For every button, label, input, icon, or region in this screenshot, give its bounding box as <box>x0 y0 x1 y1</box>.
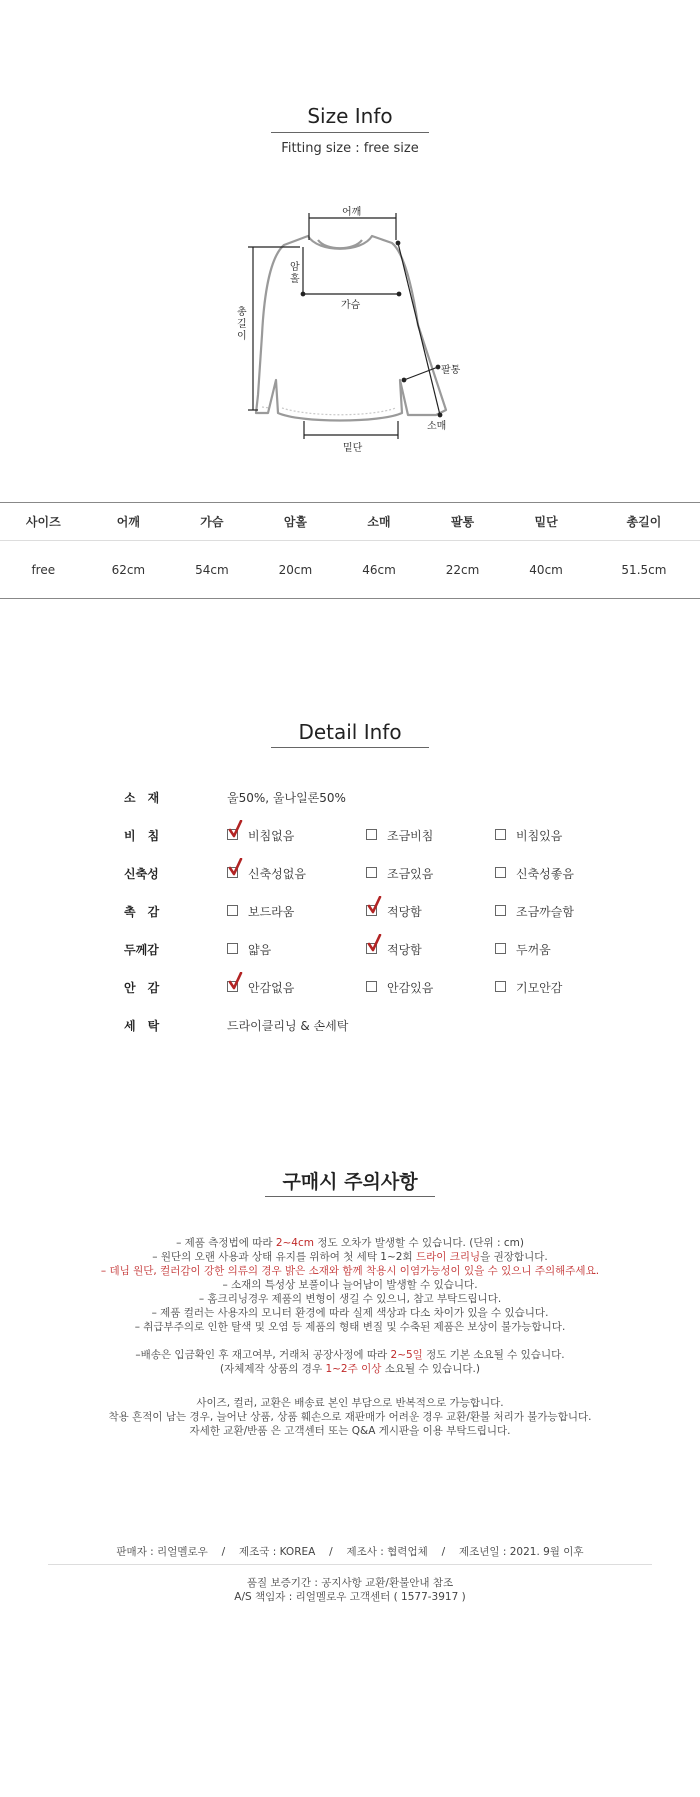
notice-line: 사이즈, 컬러, 교환은 배송료 본인 부담으로 반복적으로 가능합니다. <box>196 1397 504 1409</box>
detail-info-underline <box>271 747 429 748</box>
size-cell: 40cm <box>504 541 588 599</box>
detail-row-lining: 안 감 안감없음 안감있음 기모안감 <box>0 976 700 1000</box>
footer-seller-info: 판매자 : 리얼멜로우 / 제조국 : KOREA / 제조사 : 협력업체 / 제조년일 : 2021. 9월 이후 <box>116 1546 584 1558</box>
size-cell: 51.5cm <box>588 541 700 599</box>
detail-row-texture: 촉 감 보드라움 적당함 조금까슬함 <box>0 900 700 924</box>
footer-warranty: 품질 보증기간 : 공지사항 교환/환불안내 참조 <box>246 1577 454 1589</box>
size-header-shoulder: 어깨 <box>87 503 171 541</box>
detail-label: 소 재 <box>124 791 160 805</box>
check-mark-icon <box>367 934 383 954</box>
detail-row-material <box>0 786 700 810</box>
checkbox-icon <box>495 981 506 992</box>
checkbox-icon <box>366 981 377 992</box>
checkbox-icon <box>495 867 506 878</box>
garment-size-diagram <box>0 195 700 460</box>
size-table <box>0 502 700 599</box>
notice-line: – 취급부주의로 인한 탈색 및 오염 등 제품의 형태 변질 및 수축된 제품은 보상이 불가능합니다. <box>134 1321 566 1333</box>
size-cell: 54cm <box>170 541 254 599</box>
size-table-header-row <box>0 503 700 541</box>
detail-label: 촉 감 <box>124 905 160 919</box>
detail-label: 신축성 <box>124 867 159 881</box>
notice-line: –배송은 입금확인 후 재고여부, 거래처 공장사정에 따라 2~5일 정도 기본 소요될 수 있습니다. <box>135 1349 565 1361</box>
notice-line: – 데님 원단, 컬러감이 강한 의류의 경우 밝은 소재와 함께 착용시 이염가능성이 있을 수 있으니 주의해주세요. <box>100 1265 600 1277</box>
checkbox-icon <box>366 867 377 878</box>
detail-row-stretch: 신축성 신축성없음 조금있음 신축성좋음 <box>0 862 700 886</box>
size-header-size: 사이즈 <box>0 503 87 541</box>
detail-label: 비 침 <box>124 829 160 843</box>
size-info-title: Size Info <box>307 104 393 128</box>
notice-line: – 원단의 오랜 사용과 상태 유지를 위하여 첫 세탁 1~2회 드라이 크리닝을 권장합니다. <box>152 1251 548 1263</box>
detail-row-thickness: 두께감 얇음 적당함 두꺼움 <box>0 938 700 962</box>
check-mark-icon <box>367 896 383 916</box>
checkbox-icon <box>495 829 506 840</box>
size-header-arm-width: 팔통 <box>421 503 505 541</box>
detail-row-sheerness: 비 침 비침없음 조금비침 비침있음 <box>0 824 700 848</box>
detail-value: 울50%, 울나일론50% <box>227 791 346 805</box>
diagram-label-total-length: 총길이 <box>237 307 247 342</box>
diagram-label-armhole: 암홀 <box>290 262 300 285</box>
size-info-underline <box>271 132 429 133</box>
check-mark-icon <box>228 820 244 840</box>
diagram-label-chest: 가슴 <box>341 300 361 311</box>
fitting-size-text: Fitting size : free size <box>281 141 419 156</box>
table-row <box>0 541 700 599</box>
notice-line: 착용 흔적이 남는 경우, 늘어난 상품, 상품 훼손으로 재판매가 어려운 경우 교환/환불 처리가 불가능합니다. <box>108 1411 592 1423</box>
notice-line: – 제품 컬러는 사용자의 모니터 환경에 따라 실제 색상과 다소 차이가 있을 수 있습니다. <box>151 1307 549 1319</box>
footer-divider <box>48 1564 652 1565</box>
detail-label: 안 감 <box>124 981 160 995</box>
size-cell: free <box>0 541 87 599</box>
size-cell: 46cm <box>337 541 421 599</box>
checkbox-icon <box>495 905 506 916</box>
check-mark-icon <box>228 858 244 878</box>
checkbox-icon <box>227 943 238 954</box>
detail-info-title: Detail Info <box>298 720 402 744</box>
size-header-chest: 가슴 <box>170 503 254 541</box>
checkbox-icon <box>366 829 377 840</box>
detail-row-washing <box>0 1014 700 1038</box>
diagram-label-shoulder: 어깨 <box>342 207 362 218</box>
diagram-label-arm-width: 팔통 <box>441 365 461 376</box>
checkbox-icon <box>495 943 506 954</box>
check-mark-icon <box>228 972 244 992</box>
size-header-hem: 밑단 <box>504 503 588 541</box>
notice-line: – 제품 측정법에 따라 2~4cm 정도 오차가 발생할 수 있습니다. (단위 : cm) <box>176 1237 524 1249</box>
notice-underline <box>265 1196 435 1197</box>
detail-value: 드라이클리닝 & 손세탁 <box>227 1019 349 1033</box>
notice-line: (자체제작 상품의 경우 1~2주 이상 소요될 수 있습니다.) <box>220 1363 480 1375</box>
size-cell: 20cm <box>254 541 338 599</box>
notice-line: – 홈크리닝경우 제품의 변형이 생길 수 있으니, 참고 부탁드립니다. <box>198 1293 502 1305</box>
detail-label: 두께감 <box>124 943 159 957</box>
footer-as-contact: A/S 책임자 : 리얼멜로우 고객센터 ( 1577-3917 ) <box>234 1591 466 1603</box>
size-header-armhole: 암홀 <box>254 503 338 541</box>
detail-label: 세 탁 <box>124 1019 160 1033</box>
diagram-label-sleeve: 소매 <box>427 421 447 432</box>
size-header-sleeve: 소매 <box>337 503 421 541</box>
size-cell: 22cm <box>421 541 505 599</box>
diagram-label-hem: 밑단 <box>343 443 363 454</box>
size-header-total-length: 총길이 <box>588 503 700 541</box>
notice-line: 자세한 교환/반품 은 고객센터 또는 Q&A 게시판을 이용 부탁드립니다. <box>189 1425 511 1437</box>
size-cell: 62cm <box>87 541 171 599</box>
notice-line: – 소재의 특성상 보풀이나 늘어남이 발생할 수 있습니다. <box>222 1279 478 1291</box>
notice-title: 구매시 주의사항 <box>282 1171 418 1193</box>
checkbox-icon <box>227 905 238 916</box>
